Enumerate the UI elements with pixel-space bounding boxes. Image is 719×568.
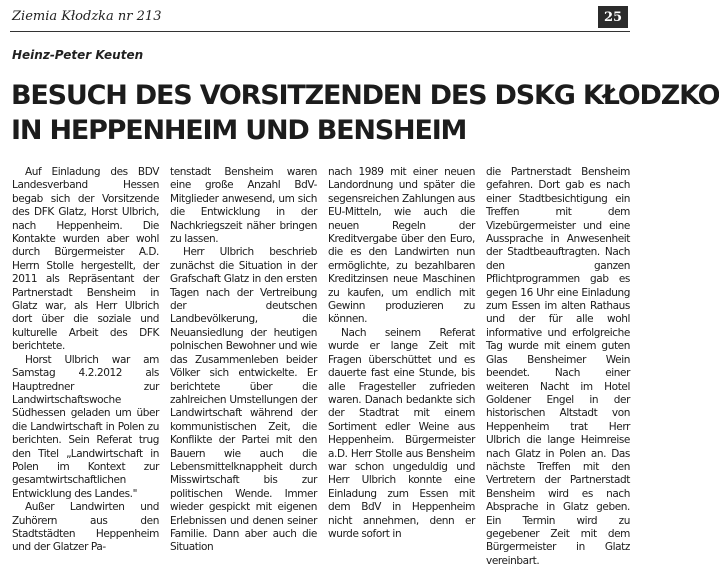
journal-title: Ziemia Kłodzka nr 213 [12,9,162,24]
header-divider [10,31,630,32]
paragraph: die Partnerstadt Bensheim gefahren. Dort gab es nach einer Stadtbesichtigung ein Treffen mit dem Vizebürgermeister und eine Aussprache in Anwesenheit der Stadtbeauftragten. Nach den ganzen Pflichtprogrammen gab es gegen 16 Uhr eine Einladung zum Essen im alten Rathaus und der für alle wohl informative und erfolgreiche Tag wurde mit einem guten Glas Bensheimer Wein beendet. Nach einer weiteren Nacht im Hotel Goldener Engel in der historischen Altstadt von Heppenheim trat Herr Ulbrich die lange Heimreise nach Glatz in Polen an. Das nächste Treffen mit den Vertretern der Partnerstadt Bensheim wird es nach Absprache in Glatz geben. Ein Termin wird zu gegebener Zeit mit dem Bürgermeister in Glatz vereinbart. [486,166,630,567]
page-header [0,0,640,34]
article-author: Heinz-Peter Keuten [12,48,144,62]
text-column-1 [12,166,159,554]
paragraph: tenstadt Bensheim waren eine große Anzahl BdV-Mitglieder anwesend, um sich die Entwicklung in der Nachkriegszeit näher bringen zu lassen. [170,166,317,246]
paragraph: Horst Ulbrich war am Samstag 4.2.2012 als Hauptredner zur Landwirtschaftswoche Südhessen geladen um über die Landwirtschaft in Polen zu berichten. Sein Referat trug den Titel „Landwirtschaft in Polen im Kontext zur gesamtwirtschaftlichen Entwicklung des Landes." [12,353,159,500]
paragraph: Auf Einladung des BDV Landesverband Hessen begab sich der Vorsitzende des DFK Glatz, Horst Ulbrich, nach Heppenheim. Die Kontakte wurden aber wohl durch Bürgermeister A.D. Herrn Stolle hergestellt, der 2011 als Repräsentant der Partnerstadt Bensheim in Glatz war, als Herr Ulbrich dort über die soziale und kulturelle Arbeit des DFK berichtete. [12,166,159,353]
paragraph: nach 1989 mit einer neuen Landordnung und später die segensreichen Zahlungen aus EU-Mitteln, wie auch die neuen Regeln der Kreditvergabe über den Euro, die es den Landwirten nun ermöglichte, zu bezahlbaren Kreditzinsen neue Maschinen zu kaufen, um endlich mit Gewinn produzieren zu können. [328,166,475,326]
paragraph: Nach seinem Referat wurde er lange Zeit mit Fragen überschüttet und es dauerte fast eine Stunde, bis alle Fragesteller zufrieden waren. Danach bedankte sich der Stadtrat mit einem Sortiment edler Weine aus Heppenheim. Bürgermeister a.D. Herr Stolle aus Bensheim war schon ungeduldig und Herr Ulbrich konnte eine Einladung zum Essen mit dem BdV in Heppenheim nicht annehmen, denn er wurde sofort in [328,326,475,540]
page-number: 25 [598,6,628,28]
text-column-3 [328,166,475,540]
title-line-2: IN HEPPENHEIM UND BENSHEIM [11,115,467,146]
paragraph: Herr Ulbrich beschrieb zunächst die Situation in der Grafschaft Glatz in den ersten Tagen nach der Vertreibung der deutschen Landbevölkerung, die Neuansiedlung der heutigen polnischen Bewohner und wie das Zusammenleben beider Völker sich entwickelte. Er berichtete über die zahlreichen Umstellungen der Landwirtschaft während der kommunistischen Zeit, die Konflikte der Partei mit den Bauern wie auch die Lebensmittelknappheit durch Misswirtschaft bis zur politischen Wende. Immer wieder gespickt mit eigenen Erlebnissen und denen seiner Familie. Dann aber auch die Situation [170,246,317,554]
paragraph: Außer Landwirten und Zuhörern aus den Stadtstädten Heppenheim und der Glatzer Pa- [12,501,159,554]
article-title [11,78,719,148]
text-column-4 [486,166,630,567]
title-line-1: BESUCH DES VORSITZENDEN DES DSKG KŁODZKO [11,80,719,111]
text-column-2 [170,166,317,554]
